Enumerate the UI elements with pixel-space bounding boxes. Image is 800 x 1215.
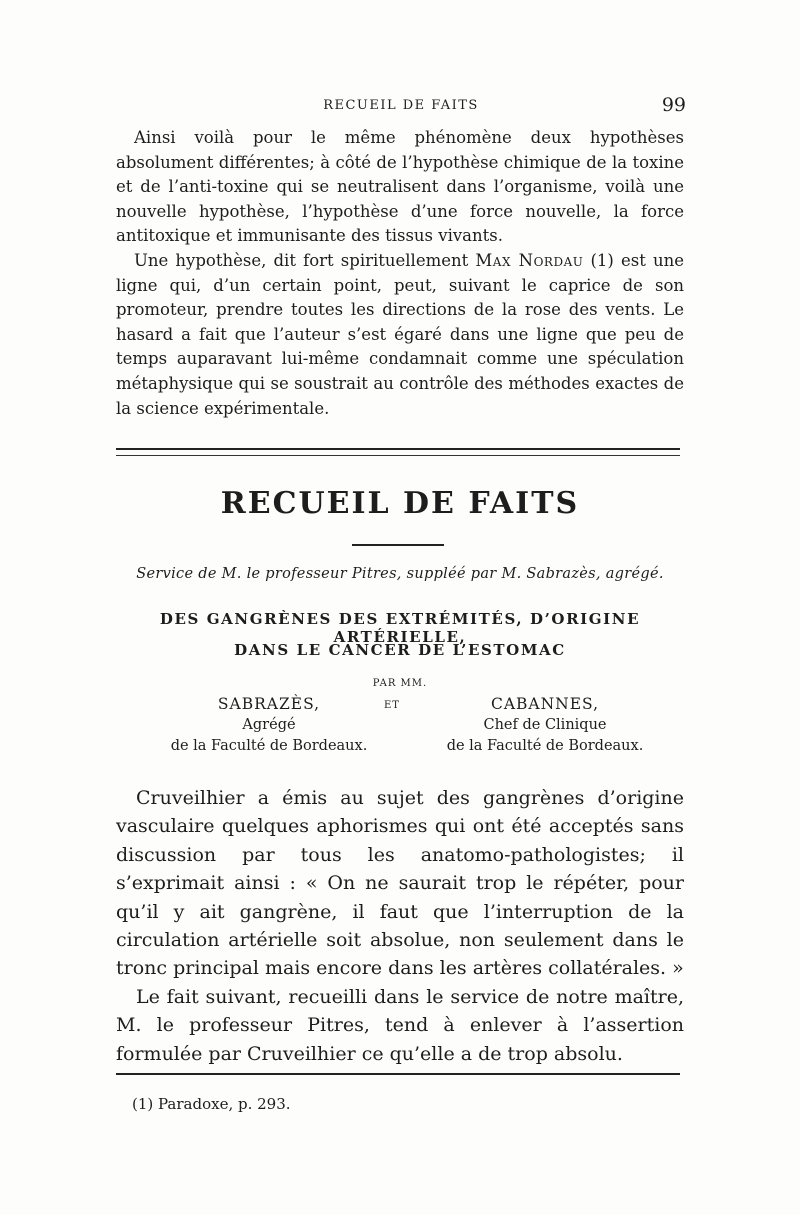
running-title: RECUEIL DE FAITS (323, 98, 479, 113)
intro-paragraph-2 (116, 249, 684, 421)
author-faculty: de la Faculté de Bordeaux. (170, 738, 368, 754)
author-faculty: de la Faculté de Bordeaux. (446, 738, 644, 754)
author-role: Agrégé (242, 717, 296, 733)
service-line: Service de M. le professeur Pitres, suppléé par M. Sabrazès, agrégé. (136, 566, 664, 582)
footnote: (1) Paradoxe, p. 293. (132, 1095, 291, 1113)
author-block-sabrazes (134, 694, 404, 757)
article-body (116, 784, 684, 1068)
body-paragraph-1: Cruveilhier a émis au sujet des gangrènes d’origine vasculaire quelques aphorismes qui ont été acceptés sans discussion par tous les anatomo-pathologistes; il s’exprimait ainsi : « On ne saurait trop le répéter, pour qu’il y ait gangrène, il faut que l’interruption de la circulation artérielle soit absolue, non seulement dans le tronc principal mais encore dans les artères collatérales. » (116, 787, 684, 980)
intro-paragraph-2-start: Une hypothèse, dit fort spirituellement (134, 250, 476, 270)
article-title-line-1: DES GANGRÈNES DES EXTRÉMITÉS, D’ORIGINE ARTÉRIELLE, (159, 610, 641, 646)
author-name: CABANNES, (490, 695, 600, 713)
section-title: RECUEIL DE FAITS (220, 486, 580, 521)
author-block-cabannes (410, 694, 680, 757)
footnote-rule (116, 1073, 680, 1075)
par-mm: PAR MM. (372, 678, 428, 689)
title-underline (352, 544, 444, 546)
intro-paragraph-1: Ainsi voilà pour le même phénomène deux hypothèses absolument différentes; à côté de l’hypothèse chimique de la toxine et de l’anti-toxine qui se neutralisent dans l’organisme, voilà une nouvelle hypothèse, l’hypothèse d’une force nouvelle, la force antitoxique et immunisante des tissus vivants. (116, 128, 684, 246)
article-title-line-2: DANS LE CANCER DE L’ESTOMAC (234, 641, 566, 659)
et-conjunction: ET (384, 700, 400, 711)
author-name-nordau: Max Nordau (475, 250, 584, 270)
section-divider (116, 448, 680, 456)
author-role: Chef de Clinique (483, 717, 607, 733)
running-head (116, 96, 686, 120)
page-number: 99 (661, 94, 686, 116)
intro-paragraph-2-end: (1) est une ligne qui, d’un certain point, peut, suivant le caprice de son promoteur, prendre toutes les directions de la rose des vents. Le hasard a fait que l’auteur s’est égaré dans une ligne que peu de temps auparavant lui-même condamnait comme une spéculation métaphysique qui se soustrait au contrôle des méthodes exactes de la science expérimentale. (116, 250, 684, 418)
body-paragraph-2: Le fait suivant, recueilli dans le service de notre maître, M. le professeur Pitres, tend à enlever à l’assertion formulée par Cruveilhier ce qu’elle a de trop absolu. (116, 985, 684, 1065)
author-name: SABRAZÈS, (217, 695, 321, 713)
intro-text (116, 126, 684, 421)
